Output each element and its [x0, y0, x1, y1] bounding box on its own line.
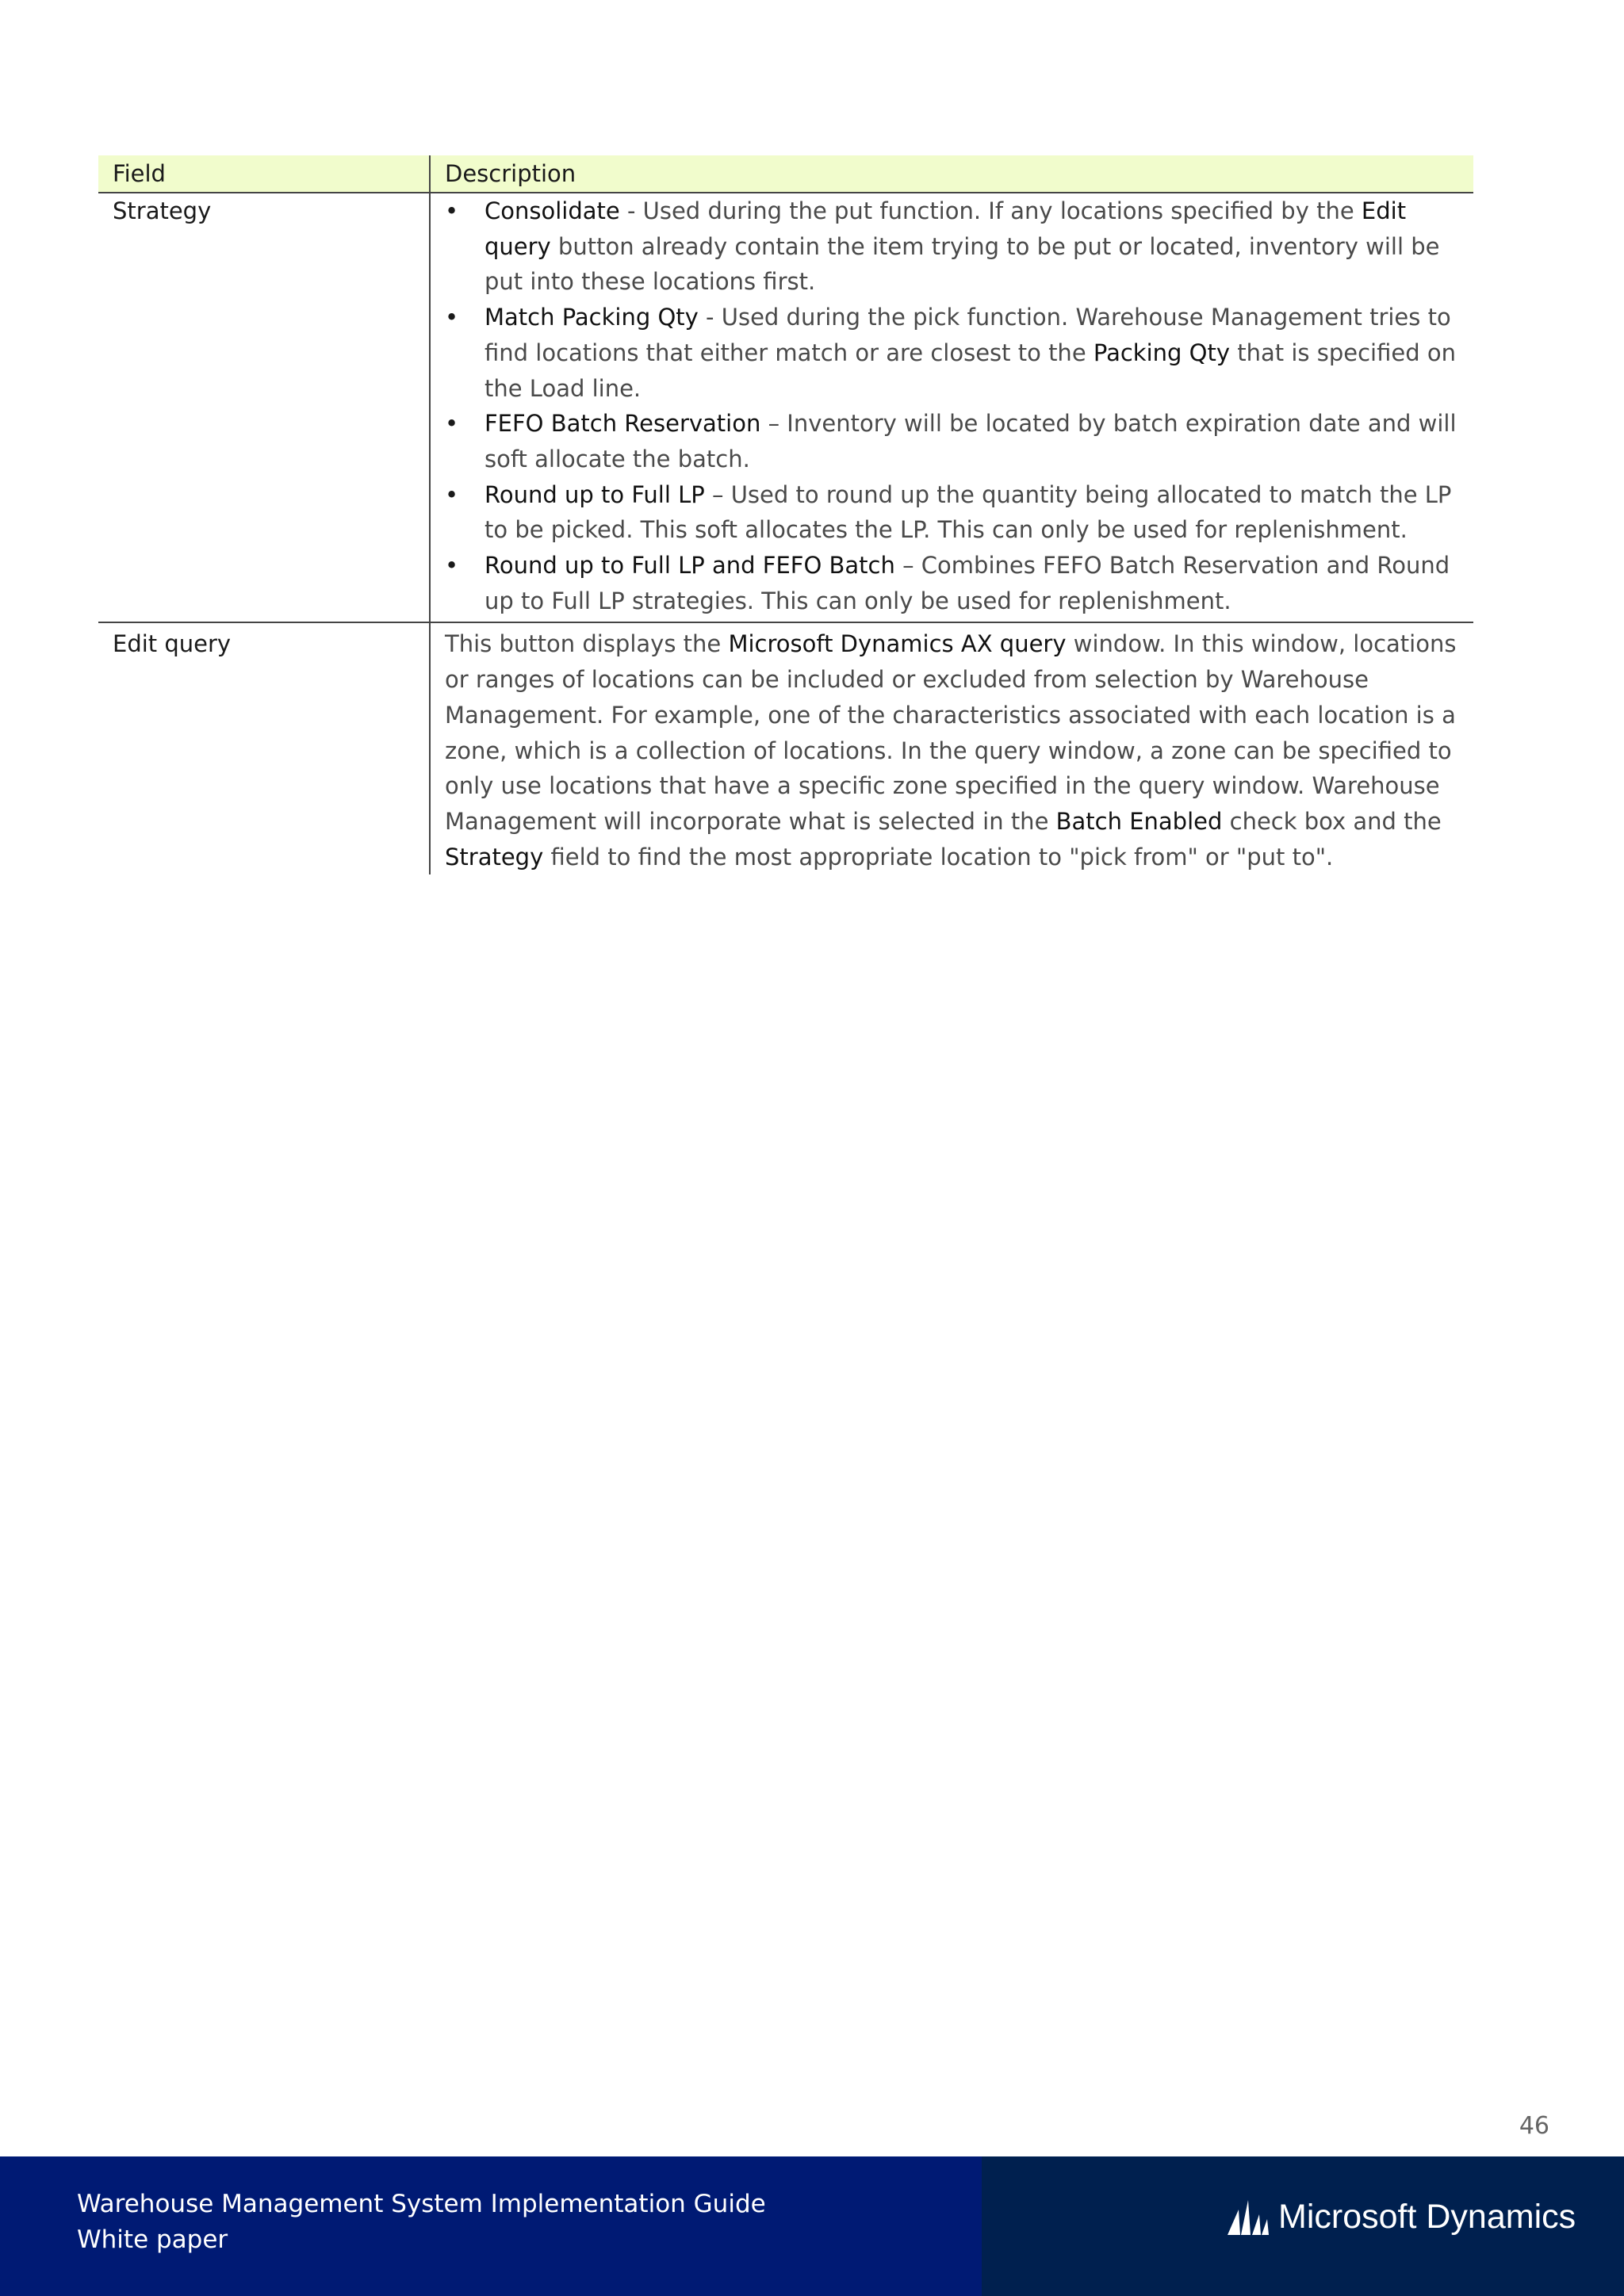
- term: Consolidate: [485, 197, 620, 224]
- list-item-round-up-full-lp-fefo: [445, 548, 1459, 618]
- list-item-round-up-full-lp: [445, 477, 1459, 548]
- strategy-list: [445, 193, 1459, 618]
- term-description: – Used to round up the quantity being allocated to match the LP to be picked. This soft allocates the LP. This can only be used for replenishment.: [485, 480, 1452, 544]
- page-content: [98, 155, 1473, 874]
- header-field: Field: [98, 155, 430, 193]
- term: Round up to Full LP and FEFO Batch: [485, 552, 895, 580]
- description-text: window. In this window, locations or ranges of locations can be included or excluded from selection by Warehouse Management. For example, one of the characteristics associated with each location is a zone, which is a collection of locations. In the query window, a zone can be specified to only use locations that have a specific zone specified in the query window. Warehouse Management will incorporate what is selected in the: [445, 630, 1457, 835]
- description-text: This button displays the: [445, 630, 729, 658]
- footer-left-band: [0, 2156, 982, 2296]
- header-description: Description: [430, 155, 1473, 193]
- term-reference: Strategy: [445, 843, 544, 871]
- page-number: 46: [1519, 2112, 1549, 2140]
- field-cell-strategy: [98, 193, 430, 622]
- description-cell-edit-query: [430, 622, 1473, 874]
- term-description: – Combines FEFO Batch Reservation and Round up to Full LP strategies. This can only be used for replenishment.: [485, 552, 1450, 614]
- table-header-row: [98, 155, 1473, 193]
- term-description: - Used during the pick function. Warehouse Management tries to find locations that either match or are closest to the: [485, 304, 1451, 366]
- term: Match Packing Qty: [485, 304, 699, 331]
- term-reference: Batch Enabled: [1055, 807, 1223, 835]
- footer-document-title: Warehouse Management System Implementation Guide: [77, 2190, 766, 2218]
- list-item-fefo-batch-reservation: [445, 406, 1459, 476]
- footer-document-type: White paper: [77, 2225, 228, 2254]
- description-cell-strategy: [430, 193, 1473, 622]
- microsoft-dynamics-logo-icon: [1228, 2200, 1269, 2235]
- description-text: field to find the most appropriate location to "pick from" or "put to".: [543, 843, 1334, 871]
- field-name: Edit query: [113, 630, 232, 658]
- logo-text: Microsoft Dynamics: [1278, 2198, 1576, 2236]
- term-reference: Edit query: [485, 197, 1407, 260]
- field-name: Strategy: [113, 197, 212, 224]
- term-description: that is specified on the Load line.: [485, 339, 1456, 402]
- term-reference: Packing Qty: [1093, 339, 1231, 366]
- term-description: - Used during the put function. If any locations specified by the: [619, 197, 1362, 224]
- term: FEFO Batch Reservation: [485, 410, 761, 438]
- term-description: button already contain the item trying to be put or located, inventory will be put into these locations first.: [485, 232, 1440, 296]
- list-item-match-packing-qty: [445, 300, 1459, 406]
- table-row-edit-query: [98, 622, 1473, 874]
- term: Round up to Full LP: [485, 480, 705, 508]
- description-text: check box and the: [1222, 807, 1442, 835]
- field-description-table: [98, 155, 1473, 874]
- term-description: – Inventory will be located by batch expiration date and will soft allocate the batch.: [485, 410, 1457, 473]
- footer: [0, 2156, 1624, 2296]
- list-item-consolidate: [445, 193, 1459, 300]
- microsoft-dynamics-logo: [1228, 2198, 1576, 2237]
- field-cell-edit-query: [98, 622, 430, 874]
- term-reference: Microsoft Dynamics AX query: [728, 630, 1067, 658]
- table-row-strategy: [98, 193, 1473, 622]
